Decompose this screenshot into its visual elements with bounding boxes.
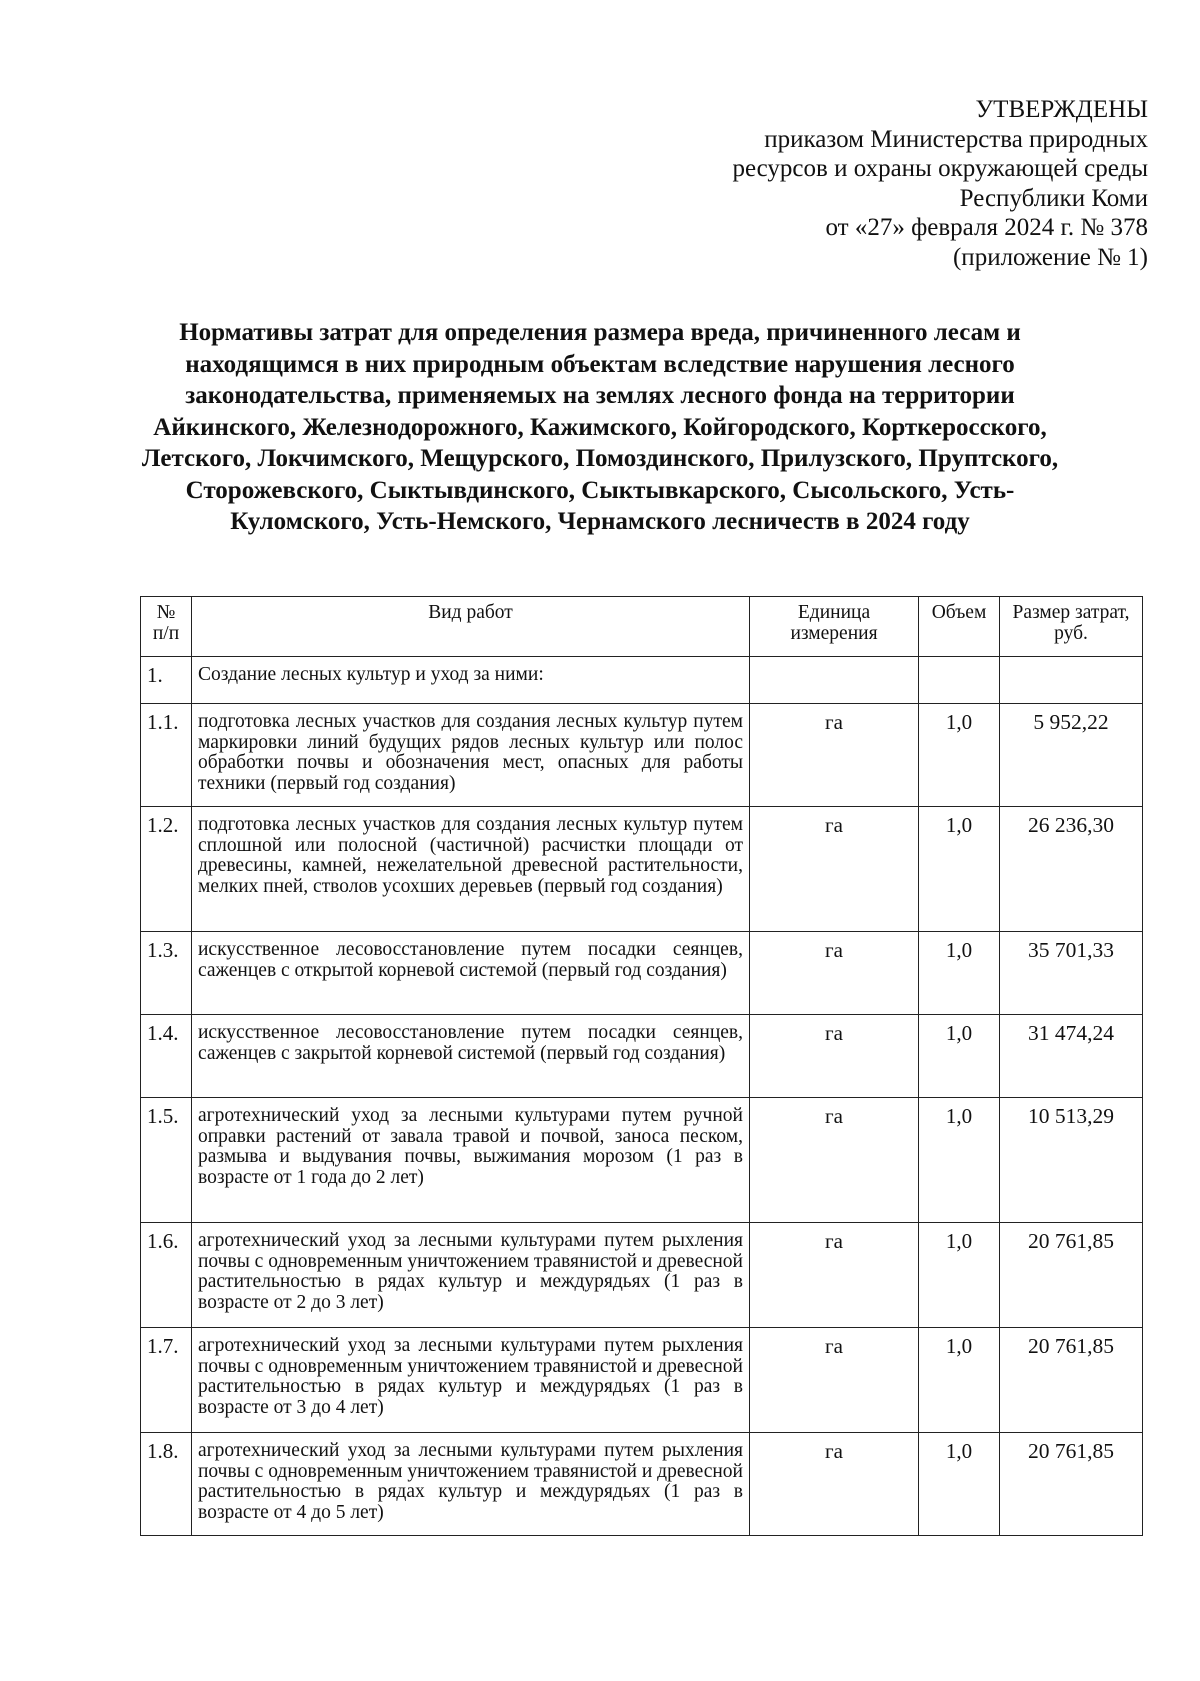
cell-volume: 1,0 <box>919 1098 1000 1223</box>
cell-work: подготовка лесных участков для создания лесных культур путем маркировки линий будущих рядов лесных культур или полос обработки почвы и обозначения мест, опасных для работы техники (первый год создания) <box>192 704 750 807</box>
table-row <box>141 932 1143 1015</box>
cell-volume: 1,0 <box>919 1015 1000 1098</box>
table-row <box>141 807 1143 932</box>
cell-cost: 10 513,29 <box>1000 1098 1143 1223</box>
header-num: № п/п <box>141 597 192 657</box>
costs-table <box>140 596 1143 1536</box>
table-row <box>141 1328 1143 1433</box>
cell-work: искусственное лесовосстановление путем посадки сеянцев, саженцев с открытой корневой системой (первый год создания) <box>192 932 750 1015</box>
cell-volume: 1,0 <box>919 807 1000 932</box>
cell-work: агротехнический уход за лесными культурами путем рыхления почвы с одновременным уничтожением травянистой и древесной растительностью в рядах культур и междурядьях (1 раз в возрасте от 2 до 3 лет) <box>192 1223 750 1328</box>
cell-num: 1.5. <box>141 1098 192 1223</box>
section-row <box>141 657 1143 704</box>
cell-num: 1.2. <box>141 807 192 932</box>
cell-volume <box>919 657 1000 704</box>
cell-volume: 1,0 <box>919 704 1000 807</box>
cell-cost: 31 474,24 <box>1000 1015 1143 1098</box>
cell-volume: 1,0 <box>919 932 1000 1015</box>
table-row <box>141 1015 1143 1098</box>
approval-line: УТВЕРЖДЕНЫ <box>975 96 1148 123</box>
cell-unit: га <box>750 1328 919 1433</box>
cell-num: 1.4. <box>141 1015 192 1098</box>
cell-volume: 1,0 <box>919 1433 1000 1536</box>
cell-num: 1.8. <box>141 1433 192 1536</box>
cell-unit <box>750 657 919 704</box>
cell-cost <box>1000 657 1143 704</box>
table-row <box>141 1098 1143 1223</box>
table-row <box>141 1223 1143 1328</box>
cell-num: 1. <box>141 657 192 704</box>
cell-unit: га <box>750 704 919 807</box>
document-title: Нормативы затрат для определения размера вреда, причиненного лесам и находящимся в них природным объектам вследствие нарушения лесного законодательства, применяемых на землях лесного фонда на территории Айкинского, Железнодорожного, Кажимского, Койгородского, Корткеросского, Летского, Локчимского, Мещурского, Помоздинского, Прилузского, Пруптского, Сторожевского, Сыктывдинского, Сыктывкарского, Сысольского, Усть-Куломского, Усть-Немского, Чернамского лесничеств в 2024 году <box>141 319 1059 535</box>
approval-line: ресурсов и охраны окружающей среды <box>732 155 1148 182</box>
header-unit: Единица измерения <box>750 597 919 657</box>
cell-cost: 20 761,85 <box>1000 1433 1143 1536</box>
cell-unit: га <box>750 932 919 1015</box>
cell-cost: 20 761,85 <box>1000 1328 1143 1433</box>
cell-unit: га <box>750 1223 919 1328</box>
cell-volume: 1,0 <box>919 1223 1000 1328</box>
cell-num: 1.7. <box>141 1328 192 1433</box>
header-volume: Объем <box>919 597 1000 657</box>
cell-unit: га <box>750 1433 919 1536</box>
cell-cost: 26 236,30 <box>1000 807 1143 932</box>
approval-block <box>732 95 1148 272</box>
cell-work: подготовка лесных участков для создания лесных культур путем сплошной или полосной (частичной) расчистки площади от древесины, камней, нежелательной древесной растительности, мелких пней, стволов усохших деревьев (первый год создания) <box>192 807 750 932</box>
table-header-row <box>141 597 1143 657</box>
cell-work: искусственное лесовосстановление путем посадки сеянцев, саженцев с закрытой корневой системой (первый год создания) <box>192 1015 750 1098</box>
cell-unit: га <box>750 1098 919 1223</box>
cell-cost: 5 952,22 <box>1000 704 1143 807</box>
header-cost: Размер затрат, руб. <box>1000 597 1143 657</box>
approval-line: Республики Коми <box>959 184 1148 212</box>
cell-num: 1.1. <box>141 704 192 807</box>
cell-cost: 35 701,33 <box>1000 932 1143 1015</box>
cell-work: агротехнический уход за лесными культурами путем рыхления почвы с одновременным уничтожением травянистой и древесной растительностью в рядах культур и междурядьях (1 раз в возрасте от 4 до 5 лет) <box>192 1433 750 1536</box>
cell-work: агротехнический уход за лесными культурами путем ручной оправки растений от завала травой и почвой, заноса песком, размыва и выдувания почвы, выжимания морозом (1 раз в возрасте от 1 года до 2 лет) <box>192 1098 750 1223</box>
cell-unit: га <box>750 1015 919 1098</box>
cell-cost: 20 761,85 <box>1000 1223 1143 1328</box>
cell-num: 1.3. <box>141 932 192 1015</box>
cell-volume: 1,0 <box>919 1328 1000 1433</box>
cell-work: Создание лесных культур и уход за ними: <box>192 657 750 704</box>
header-work: Вид работ <box>192 597 750 657</box>
cell-num: 1.6. <box>141 1223 192 1328</box>
table-row <box>141 704 1143 807</box>
cell-work: агротехнический уход за лесными культурами путем рыхления почвы с одновременным уничтожением травянистой и древесной растительностью в рядах культур и междурядьях (1 раз в возрасте от 3 до 4 лет) <box>192 1328 750 1433</box>
approval-line: (приложение № 1) <box>952 243 1148 271</box>
cell-unit: га <box>750 807 919 932</box>
approval-line: от «27» февраля 2024 г. № 378 <box>825 214 1148 241</box>
table-row <box>141 1433 1143 1536</box>
approval-line: приказом Министерства природных <box>764 125 1148 153</box>
